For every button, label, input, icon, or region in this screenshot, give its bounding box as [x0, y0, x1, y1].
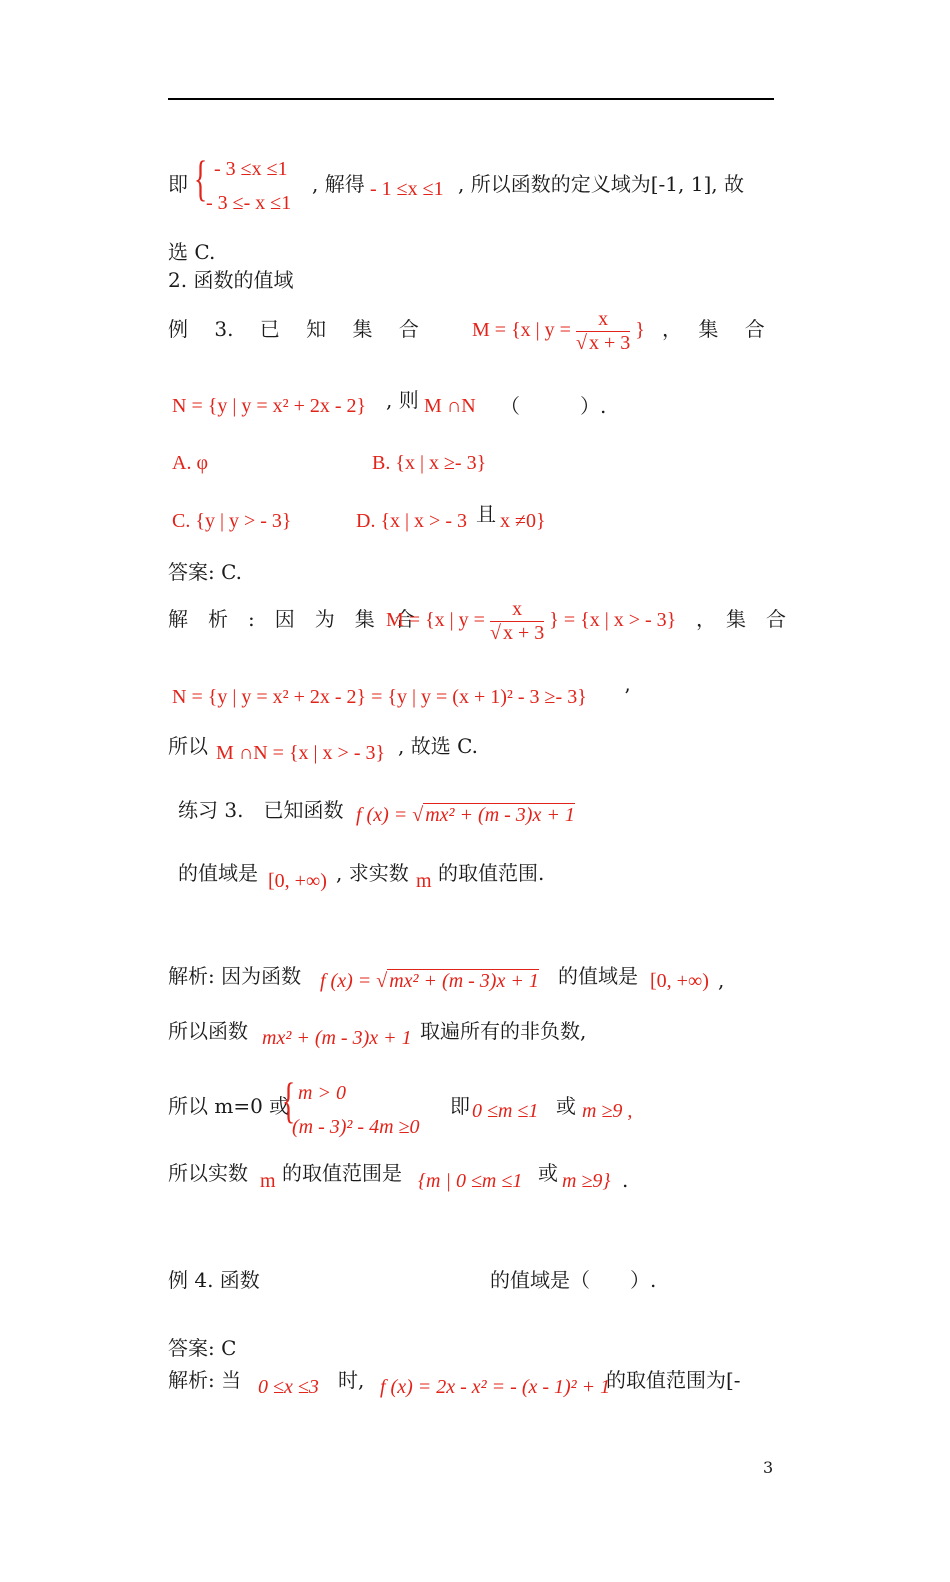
- analysis-fraction: [490, 598, 544, 645]
- fraction-numerator: x: [576, 308, 630, 332]
- set-m-right: }: [635, 319, 645, 342]
- practice-3-range: [0, +∞): [268, 870, 327, 892]
- analysis-2-function-radicand: mx² + (m - 3)x + 1: [389, 970, 539, 992]
- analysis-2-or-1: 或: [556, 1094, 576, 1118]
- analysis-2-p2-post: 取遍所有的非负数,: [420, 1019, 587, 1043]
- analysis-2-range: [0, +∞): [650, 970, 709, 992]
- analysis-sqrt-radicand: x + 3: [502, 622, 545, 644]
- analysis-3-post: 的取值范围为[-: [606, 1368, 741, 1392]
- practice-function-lhs: f (x) =: [356, 804, 408, 826]
- domain-conclusion: , 所以函数的定义域为[-1, 1], 故: [458, 172, 744, 196]
- analysis-1-prefix: 解 析 : 因 为 集 合: [168, 607, 415, 631]
- analysis-2-range-1: 0 ≤m ≤1: [472, 1100, 539, 1122]
- analysis-2-p4-pre: 所以实数: [168, 1161, 248, 1185]
- analysis-2-set-1: {m | 0 ≤m ≤1: [418, 1170, 523, 1192]
- system-2-row-1: m > 0: [298, 1082, 346, 1104]
- example-3-tail: ， 集 合: [662, 317, 765, 341]
- then-text: , 则: [386, 388, 419, 412]
- analysis-fraction-denominator: √ x + 3: [489, 622, 545, 644]
- example-4-post: 的值域是（ ）.: [490, 1268, 657, 1292]
- analysis-set-m: [386, 598, 676, 645]
- example-4-label: 例 4. 函数: [168, 1268, 260, 1292]
- intersection-expression: M ∩N: [424, 395, 476, 417]
- solve-text: , 解得: [312, 172, 365, 196]
- option-a: A. φ: [172, 452, 208, 474]
- set-m-definition: [472, 308, 645, 355]
- fraction: [576, 308, 630, 355]
- section-heading: 2. 函数的值域: [168, 268, 294, 292]
- option-d-part1: D. {x | x > - 3: [356, 510, 467, 532]
- set-m-left: M = {x | y =: [472, 319, 571, 342]
- analysis-2-p4-post: .: [622, 1168, 629, 1192]
- analysis-3-condition: 0 ≤x ≤3: [258, 1376, 319, 1398]
- analysis-2-p1-mid: 的值域是: [558, 964, 638, 988]
- system-brace-2: {: [282, 1072, 296, 1128]
- analysis-set-m-right: } = {x | x > - 3}: [549, 609, 677, 632]
- analysis-set-m-left: M = {x | y =: [386, 609, 485, 632]
- header-rule: [168, 98, 774, 100]
- practice-3-function: f (x) = √ mx² + (m - 3)x + 1: [356, 804, 575, 826]
- system-brace: {: [194, 150, 208, 206]
- answer-blank: （ ）.: [500, 394, 607, 418]
- analysis-2-range-2: m ≥9 ,: [582, 1100, 633, 1122]
- practice-3-line2-pre: 的值域是: [178, 861, 258, 885]
- practice-3-line2-post: 的取值范围.: [438, 861, 545, 885]
- system-2-row-2: (m - 3)² - 4m ≥0: [292, 1116, 420, 1138]
- practice-3-var-m: m: [416, 870, 432, 892]
- analysis-2-p1-post: ,: [718, 968, 725, 992]
- analysis-set-n-tail: ’: [624, 684, 631, 708]
- so-text: 所以: [168, 734, 208, 758]
- answer-1: 答案: C.: [168, 560, 243, 584]
- analysis-2-p2-pre: 所以函数: [168, 1019, 248, 1043]
- analysis-2-or-2: 或: [538, 1161, 558, 1185]
- analysis-2-p3-pre: 所以 m=0 或: [168, 1094, 290, 1118]
- result-tail: , 故选 C.: [398, 734, 479, 758]
- analysis-2-p3-mid: 即: [450, 1094, 470, 1118]
- intersection-result: M ∩N = {x | x > - 3}: [216, 742, 386, 764]
- analysis-2-function-lhs: f (x) =: [320, 970, 372, 992]
- analysis-2-p1-pre: 解析: 因为函数: [168, 964, 302, 988]
- system-row-1: - 3 ≤x ≤1: [214, 158, 288, 180]
- analysis-3-function: f (x) = 2x - x² = - (x - 1)² + 1: [380, 1376, 611, 1398]
- set-n-definition: N = {y | y = x² + 2x - 2}: [172, 395, 367, 417]
- analysis-3-mid: 时,: [338, 1368, 365, 1392]
- practice-3-line2-mid: , 求实数: [336, 861, 409, 885]
- option-c: C. {y | y > - 3}: [172, 510, 292, 532]
- practice-function-radicand: mx² + (m - 3)x + 1: [425, 804, 575, 826]
- analysis-fraction-numerator: x: [490, 598, 544, 622]
- fraction-denominator: √ x + 3: [575, 332, 631, 354]
- domain-line-prefix: 即: [168, 172, 188, 196]
- option-d-part2: x ≠0}: [500, 510, 546, 532]
- analysis-2-p4-mid: 的取值范围是: [282, 1161, 402, 1185]
- page-number: 3: [763, 1458, 774, 1477]
- option-d-and: 且: [476, 502, 496, 526]
- sqrt-radicand: x + 3: [588, 332, 631, 354]
- analysis-2-p2-expr: mx² + (m - 3)x + 1: [262, 1027, 412, 1049]
- analysis-1-tail: ， 集 合: [696, 607, 786, 631]
- analysis-2-p4-m: m: [260, 1170, 276, 1192]
- analysis-2-function: f (x) = √ mx² + (m - 3)x + 1: [320, 970, 539, 992]
- analysis-3-pre: 解析: 当: [168, 1368, 242, 1392]
- system-row-2: - 3 ≤- x ≤1: [206, 192, 292, 214]
- example-3-label: 例 3. 已 知 集 合: [168, 317, 419, 341]
- answer-choice-line: 选 C.: [168, 240, 216, 264]
- solution-inequality: - 1 ≤x ≤1: [370, 178, 444, 200]
- answer-2: 答案: C: [168, 1336, 237, 1360]
- analysis-set-n: N = {y | y = x² + 2x - 2} = {y | y = (x + 1)² - 3 ≥- 3}: [172, 686, 587, 708]
- option-b: B. {x | x ≥- 3}: [372, 452, 487, 474]
- practice-3-label: 练习 3. 已知函数: [178, 798, 344, 822]
- analysis-2-set-2: m ≥9}: [562, 1170, 611, 1192]
